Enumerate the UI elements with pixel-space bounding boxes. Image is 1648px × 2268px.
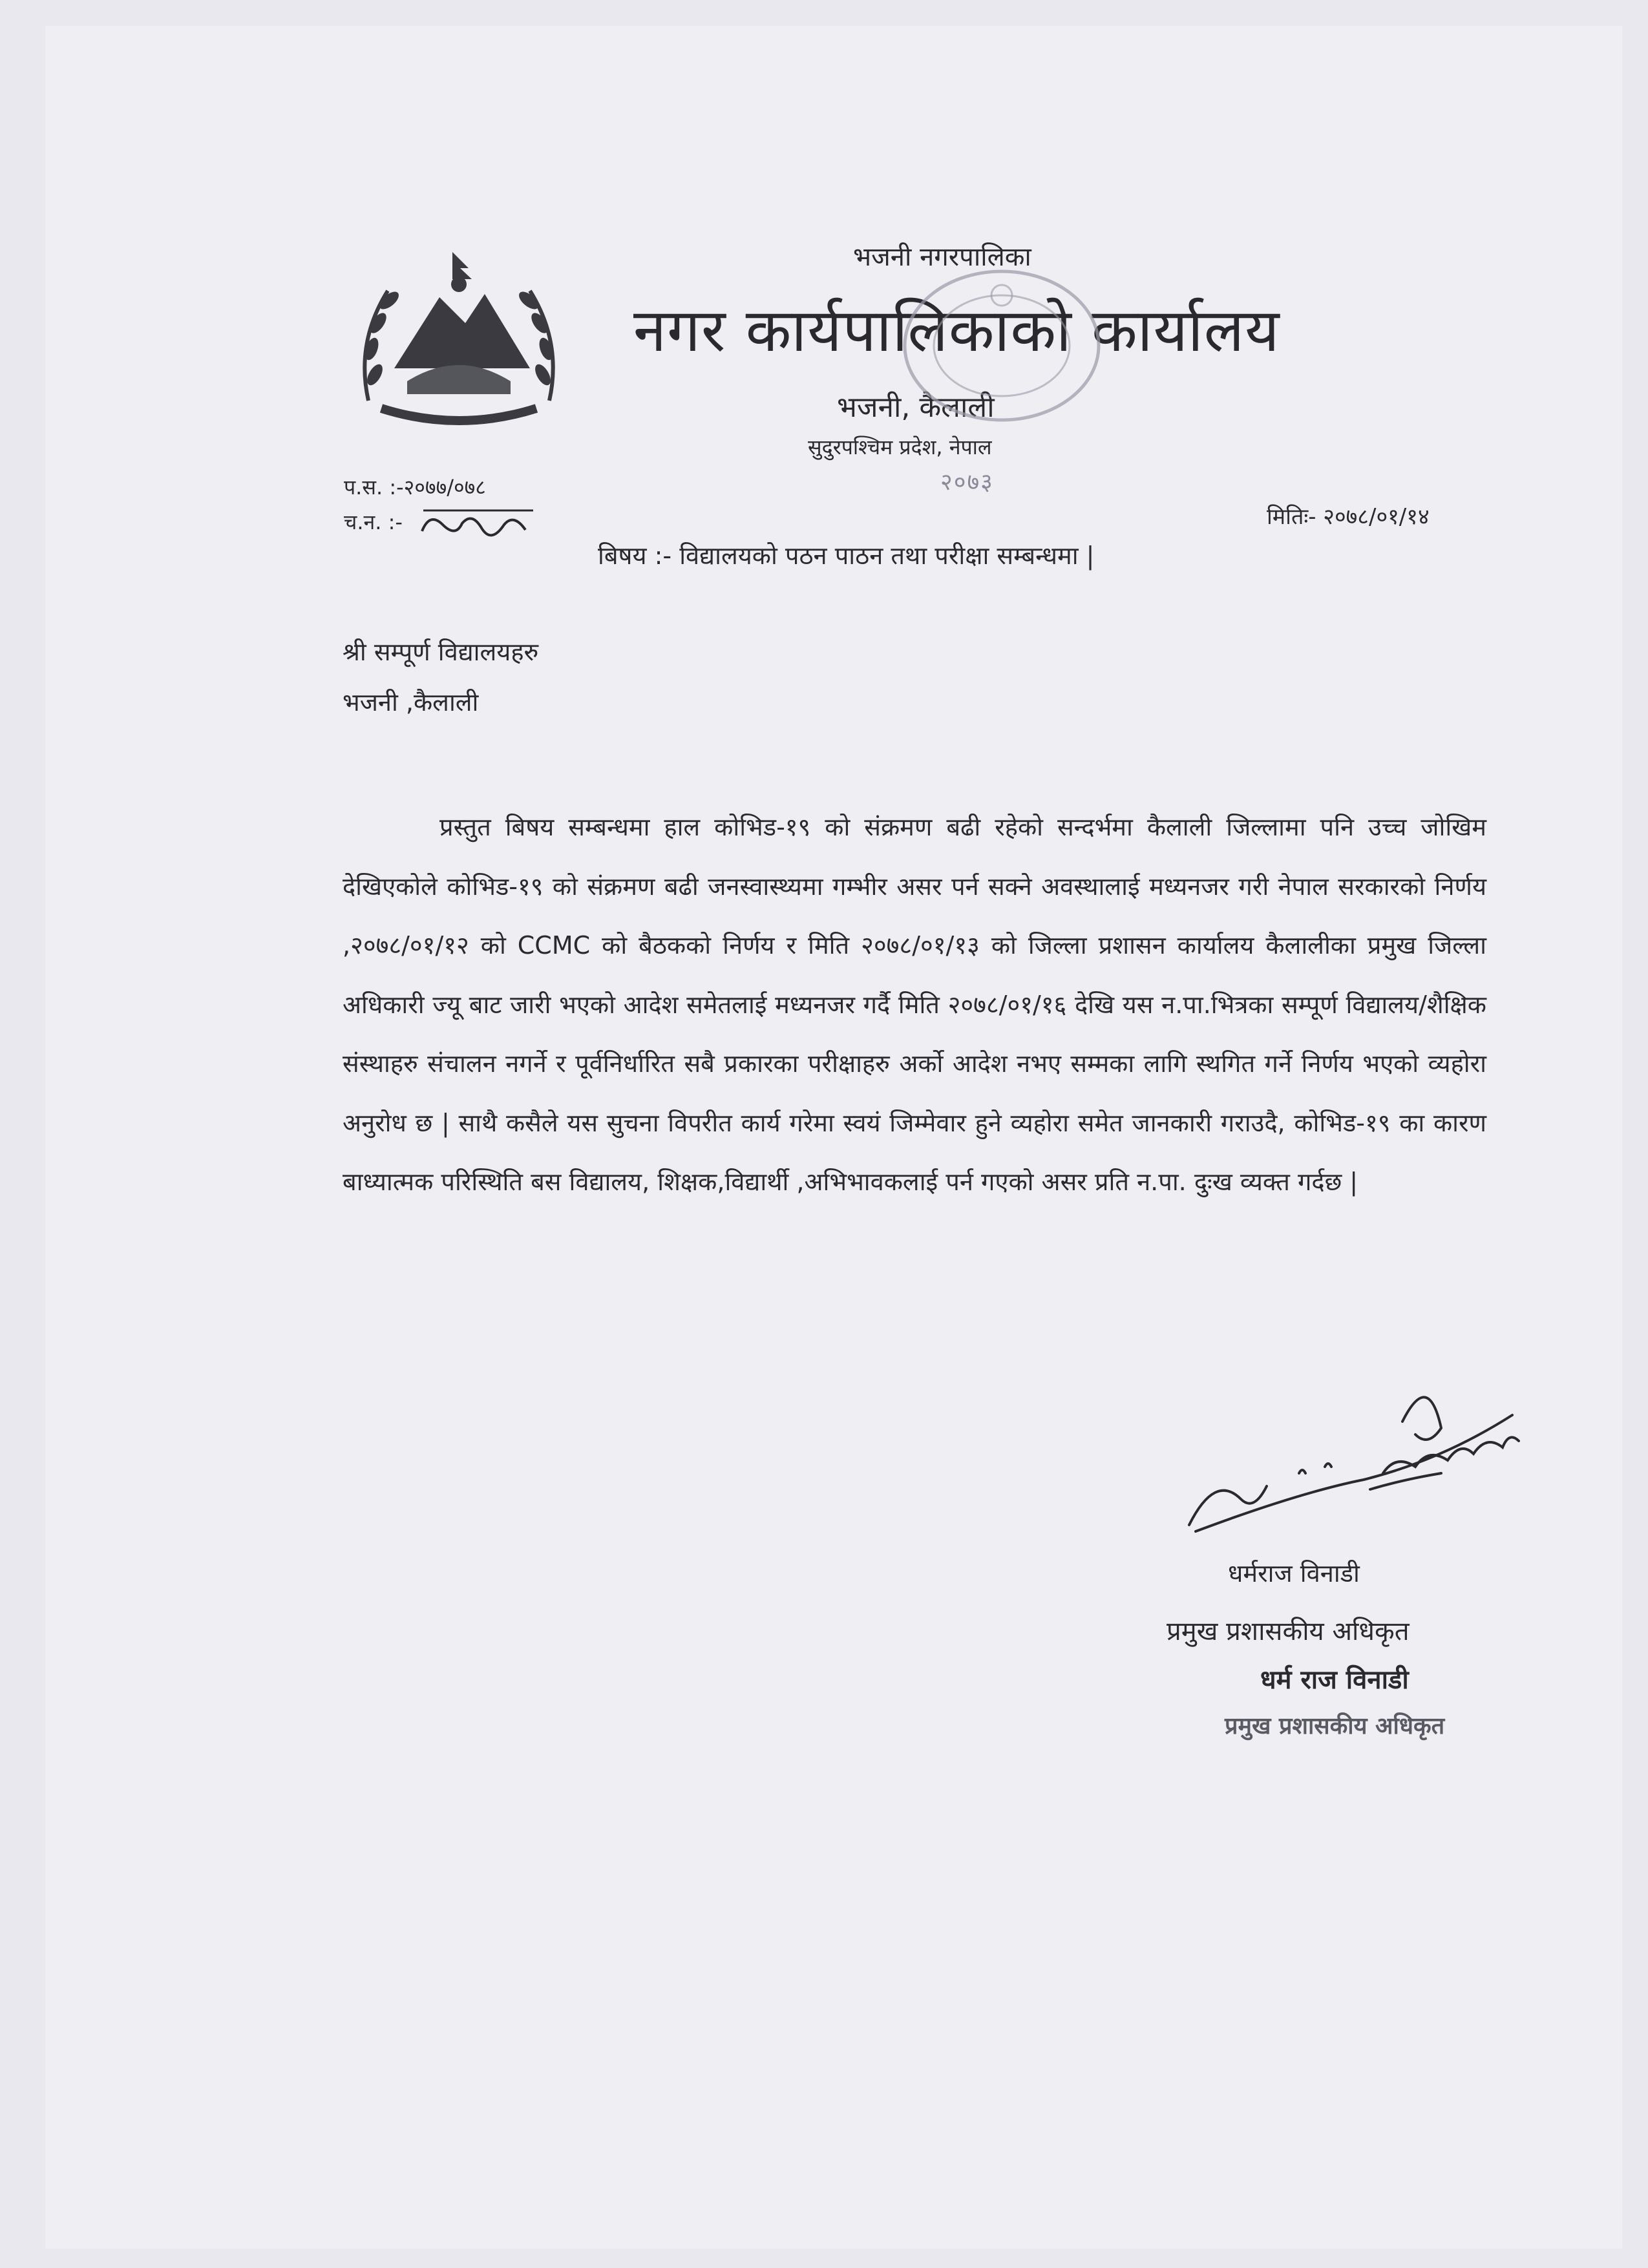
seal-year: २०७३ bbox=[940, 469, 994, 496]
office-seal-icon bbox=[885, 255, 1118, 449]
nepal-emblem-icon bbox=[343, 239, 575, 446]
office-title: नगर कार्यपालिकाको कार्यालय bbox=[633, 296, 1280, 365]
municipality-name: भजनी नगरपालिका bbox=[853, 242, 1031, 272]
handwritten-signature bbox=[1170, 1376, 1532, 1551]
title-stamp: प्रमुख प्रशासकीय अधिकृत bbox=[1225, 1713, 1445, 1739]
dispatch-number-label: च.न. :- bbox=[344, 510, 403, 534]
letter-body: प्रस्तुत बिषय सम्बन्धमा हाल कोभिड-१९ को संक्रमण बढी रहेको सन्दर्भमा कैलाली जिल्लामा पनि उच्च जोखिम देखिएकोले कोभिड-१९ को संक्रमण बढी जनस्वास्थ्यमा गम्भीर असर पर्न सक्ने अवस्थालाई मध्यनजर गरी नेपाल सरकारको निर्णय ,२०७८/०१/१२ को CCMC को बैठकको निर्णय र मिति २०७८/०१/१३ को जिल्ला प्रशासन कार्यालय कैलालीका प्रमुख जिल्ला अधिकारी ज्यू बाट जारी भएको आदेश समेतलाई मध्यनजर गर्दै मिति २०७८/०१/१६ देखि यस न.पा.भित्रका सम्पूर्ण विद्यालय/शैक्षिक संस्थाहरु संचालन नगर्ने र पूर्वनिर्धारित सबै प्रकारका परीक्षाहरु अर्को आदेश नभए सम्मका लागि स्थगित गर्ने निर्णय भएको व्यहोरा अनुरोध छ | साथै कसैले यस सुचना विपरीत कार्य गरेमा स्वयं जिम्मेवार हुने व्यहोरा समेत जानकारी गराउदै, कोभिड-१९ का कारण बाध्यात्मक परिस्थिति बस विद्यालय, शिक्षक,विद्यार्थी ,अभिभावकलाई पर्न गएको असर प्रति न.पा. दुःख व्यक्त गर्दछ | bbox=[343, 813, 1486, 1196]
recipient-line-2: भजनी ,कैलाली bbox=[343, 688, 479, 717]
letter-subject: बिषय :- विद्यालयको पठन पाठन तथा परीक्षा सम्बन्धमा | bbox=[598, 541, 1095, 570]
office-location: भजनी, कैलाली bbox=[837, 391, 995, 424]
dispatch-number-handwritten bbox=[417, 505, 540, 544]
office-province: सुदुरपश्चिम प्रदेश, नेपाल bbox=[808, 435, 992, 459]
letter-page bbox=[45, 26, 1622, 2249]
recipient-line-1: श्री सम्पूर्ण विद्यालयहरु bbox=[343, 638, 539, 666]
name-stamp: धर्म राज विनाडी bbox=[1260, 1665, 1409, 1695]
letter-date: मितिः- २०७८/०१/१४ bbox=[1267, 504, 1430, 530]
signatory-title: प्रमुख प्रशासकीय अधिकृत bbox=[1167, 1617, 1410, 1646]
signatory-name: धर्मराज विनाडी bbox=[1228, 1559, 1360, 1588]
reference-number: प.स. :-२०७७/०७८ bbox=[344, 475, 486, 499]
